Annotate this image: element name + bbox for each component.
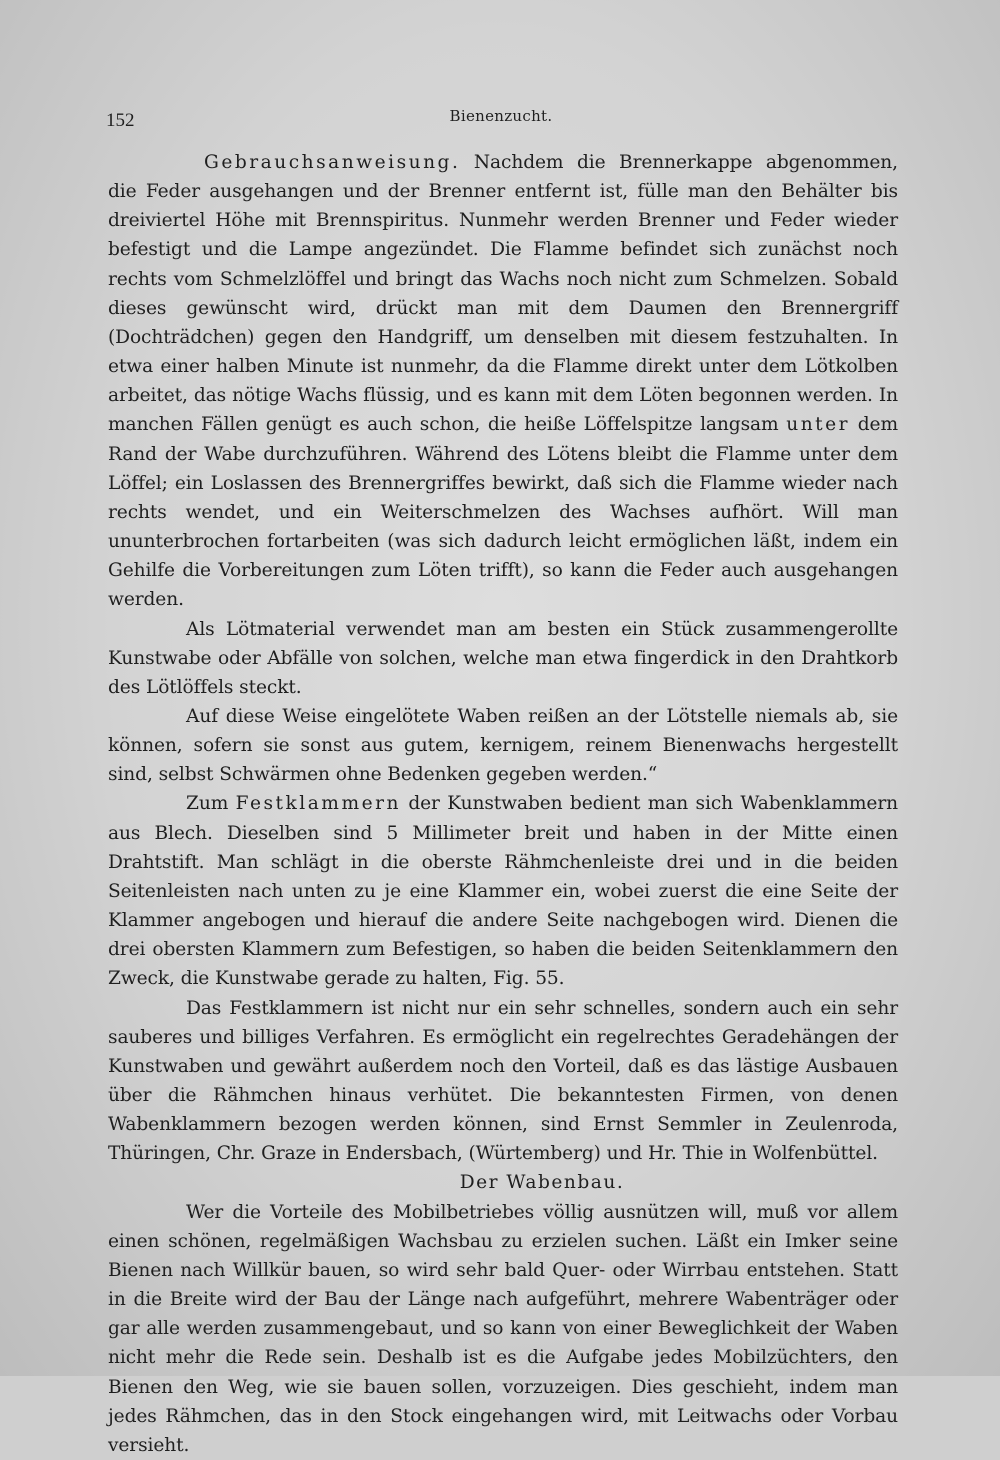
paragraph-clamping — [108, 789, 898, 993]
paragraph-lead-term: Gebrauchsanweisung. — [204, 152, 461, 173]
page-number: 152 — [106, 110, 135, 131]
paragraph-soldered-combs: Auf diese Weise eingelötete Waben reißen an der Lötstelle niemals ab, sie können, sofern sie sonst aus gutem, kernigem, reinem Bienenwachs hergestellt sind, selbst Schwärmen ohne Bedenken gegeben werden.“ — [108, 705, 898, 786]
paragraph-text-prefix: Zum — [186, 793, 236, 815]
paragraph-comb-building: Wer die Vorteile des Mobilbetriebes völlig ausnützen will, muß vor allem einen schönen, regelmäßigen Wachsbau zu erzielen suchen. Läßt ein Imker seine Bienen nach Willkür bauen, so wird sehr bald Quer- oder Wirrbau entstehen. Statt in die Breite wird der Bau der Länge nach aufgeführt, mehrere Wabenträger oder gar alle werden zusammengebaut, und so kann von einer Beweglichkeit der Waben nicht mehr die Rede sein. Deshalb ist es die Aufgabe jedes Mobilzüchters, den Bienen den Weg, wie sie bauen sollen, vorzuzeigen. Dies geschieht, indem man jedes Rähmchen, das in den Stock eingehangen wird, mit Leitwachs oder Vorbau versieht. — [108, 1201, 898, 1456]
paragraph-clamping-advantages: Das Festklammern ist nicht nur ein sehr schnelles, sondern auch ein sehr sauberes und billiges Verfahren. Es ermöglicht ein regelrechtes Geradehängen der Kunstwaben und gewährt außerdem noch den Vorteil, daß es das lästige Ausbauen über die Rähmchen hinaus verhütet. Die bekanntesten Firmen, von denen Wabenklammern bezogen werden können, sind Ernst Semmler in Zeulenroda, Thüringen, Chr. Graze in Endersbach, (Würtemberg) und Hr. Thie in Wolfenbüttel. — [108, 997, 898, 1165]
paragraph-soldering-material: Als Lötmaterial verwendet man am besten ein Stück zusammengerollte Kunstwabe oder Abfälle von solchen, welche man etwa fingerdick in den Drahtkorb des Lötlöffels steckt. — [108, 618, 898, 698]
emphasized-word: unter — [786, 414, 851, 436]
paragraph-text-continued: dem Rand der Wabe durchzuführen. Während des Lötens bleibt die Flamme unter dem Löffel; ein Loslassen des Brennergriffes bewirkt, daß sich die Flamme wieder nach rechts wendet, und ein Weiterschmelzen des Wachses aufhört. Will man ununterbrochen fortarbeiten (was sich dadurch leicht ermöglichen läßt, indem ein Gehilfe die Vorbereitungen zum Löten trifft), so kann die Feder auch ausgehangen werden. — [108, 414, 898, 611]
paragraph-text: der Kunstwaben bedient man sich Wabenklammern aus Blech. Dieselben sind 5 Millimeter breit und haben in der Mitte einen Drahtstift. Man schlägt in die oberste Rähmchenleiste drei und in die beiden Seitenleisten nach unten zu je eine Klammer ein, wobei zuerst die eine Seite der Klammer angebogen und hierauf die andere Seite nachgebogen wird. Dienen die drei obersten Klammern zum Befestigen, so haben die beiden Seitenklammern den Zweck, die Kunstwabe gerade zu halten, Fig. 55. — [108, 793, 898, 990]
section-heading: Der Wabenbau. — [459, 1172, 625, 1194]
running-title: Bienenzucht. — [449, 107, 553, 125]
page-body — [108, 148, 898, 1460]
page-header — [106, 104, 896, 134]
emphasized-term: Festklammern — [235, 793, 401, 815]
paragraph-text: Nachdem die Brennerkappe abgenommen, die Feder ausgehangen und der Brenner entfernt ist, fülle man den Behälter bis dreiviertel Höhe mit Brennspiritus. Nunmehr werden Brenner und Feder wieder befestigt und die Lampe angezündet. Die Flamme befindet sich zunächst noch rechts vom Schmelzlöffel und bringt das Wachs noch nicht zum Schmelzen. Sobald dieses gewünscht wird, drückt man mit dem Daumen den Brennergriff (Dochträdchen) gegen den Handgriff, um denselben mit diesem festzuhalten. In etwa einer halben Minute ist nunmehr, da die Flamme direkt unter dem Lötkolben arbeitet, das nötige Wachs flüssig, und es kann mit dem Löten begonnen werden. In manchen Fällen genügt es auch schon, die heiße Löffelspitze langsam — [108, 152, 898, 436]
paragraph-usage-instructions — [108, 148, 898, 615]
